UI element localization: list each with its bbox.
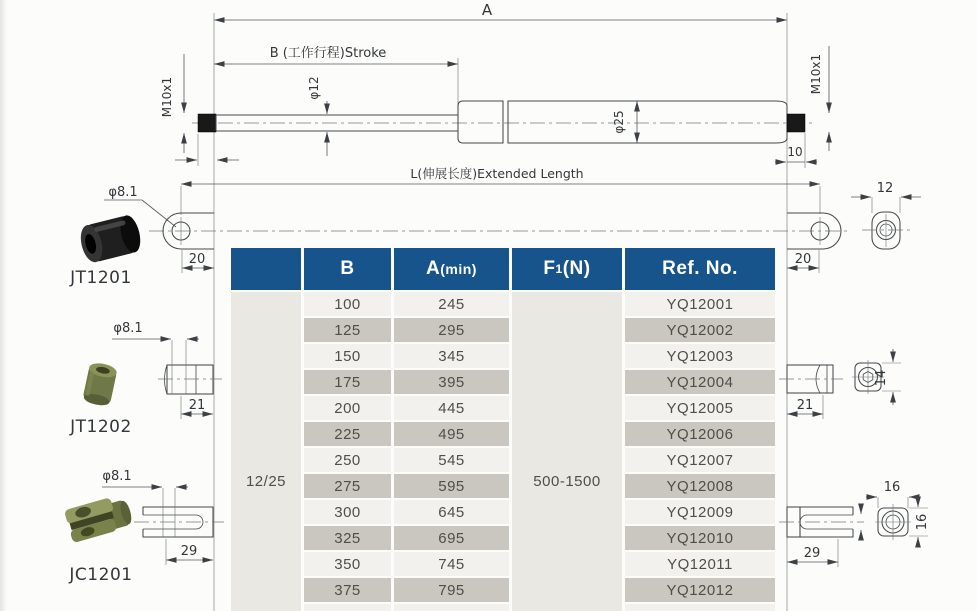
dim-extended-length — [181, 166, 820, 184]
b-value: 200 — [304, 396, 391, 420]
ref-value: YQ12009 — [625, 500, 775, 524]
force-range-cell: 500-1500 — [512, 292, 622, 611]
right-eyelet-width-label: 12 — [876, 181, 894, 196]
a-value: 545 — [394, 448, 509, 472]
b-value: 350 — [304, 552, 391, 576]
b-value: 375 — [304, 578, 391, 602]
left-eyelet-dim-label: 20 — [188, 252, 206, 267]
a-value: 345 — [394, 344, 509, 368]
a-value: 245 — [394, 292, 509, 316]
header-ref-no: Ref. No. — [625, 248, 775, 290]
a-value: 495 — [394, 422, 509, 446]
header-a-min: A (min) — [394, 248, 509, 290]
jt1201-label: JT1201 — [70, 268, 132, 288]
jc1201-photo — [64, 493, 134, 543]
ref-value: YQ12007 — [625, 448, 775, 472]
right-socket-length-label: 21 — [796, 398, 814, 413]
jt1202-side-view — [112, 321, 222, 419]
b-value: 325 — [304, 526, 391, 550]
jt1202-dim-label: 21 — [188, 398, 206, 413]
jt1201-photo — [77, 213, 143, 264]
header-b: B — [304, 248, 391, 290]
b-value: 175 — [304, 370, 391, 394]
right-socket-end-view — [852, 349, 901, 405]
b-value: 275 — [304, 474, 391, 498]
dim-thread-right — [775, 46, 829, 162]
b-value: 150 — [304, 344, 391, 368]
a-value: 745 — [394, 552, 509, 576]
jc1201-label: JC1201 — [69, 565, 133, 585]
right-clevis-width-label: 16 — [883, 480, 901, 495]
dim-a-label: A — [481, 1, 493, 19]
jt1202-label: JT1202 — [70, 417, 132, 437]
thread-length-label: 10 — [787, 145, 803, 159]
a-value: 295 — [394, 318, 509, 342]
jc1201-hole-label: φ8.1 — [102, 469, 132, 484]
b-value: 100 — [304, 292, 391, 316]
b-value: 225 — [304, 422, 391, 446]
dim-stroke — [214, 46, 458, 64]
cutoff-row — [625, 604, 775, 611]
right-socket-side-view — [779, 365, 843, 419]
right-eyelet-end-view — [851, 181, 921, 249]
ref-value: YQ12004 — [625, 370, 775, 394]
column-force — [512, 248, 622, 611]
header-force: F 1 (N) — [512, 248, 622, 290]
jt1202-hole-label: φ8.1 — [113, 321, 143, 336]
column-ref-no — [625, 248, 775, 611]
ref-value: YQ12005 — [625, 396, 775, 420]
ref-value: YQ12003 — [625, 344, 775, 368]
left-eyelet-hole-label: φ8.1 — [108, 185, 138, 200]
dim-rod-diameter — [307, 76, 327, 156]
rod-tube-cell: 12/25 — [231, 292, 301, 611]
extended-length-label: L(伸展长度)Extended Length — [410, 166, 584, 181]
a-value: 395 — [394, 370, 509, 394]
dim-thread-left — [160, 54, 239, 160]
a-value: 445 — [394, 396, 509, 420]
dim-overall-length — [214, 1, 787, 20]
right-clevis-end-view — [866, 480, 930, 547]
right-socket-height-label: 14 — [874, 369, 889, 387]
ref-value: YQ12010 — [625, 526, 775, 550]
jt1202-photo — [82, 361, 118, 407]
ref-value: YQ12002 — [625, 318, 775, 342]
a-value: 595 — [394, 474, 509, 498]
column-a-min — [394, 248, 509, 611]
column-rod-tube — [231, 248, 301, 611]
thread-left-label: M10x1 — [160, 76, 174, 118]
cutoff-row — [304, 604, 391, 611]
gas-spring-side-view — [192, 101, 814, 143]
a-value: 795 — [394, 578, 509, 602]
column-b — [304, 248, 391, 611]
right-clevis-height-label: 16 — [915, 513, 930, 531]
dim-b-label: B (工作行程)Stroke — [269, 46, 387, 61]
spec-table — [231, 248, 775, 611]
dim-rod-dia-label: φ12 — [307, 76, 321, 100]
jc1201-dim-label: 29 — [180, 544, 198, 559]
a-value: 695 — [394, 526, 509, 550]
right-clevis-length-label: 29 — [803, 546, 821, 561]
cutoff-row — [394, 604, 509, 611]
dim-tube-dia-label: φ25 — [612, 110, 626, 134]
dim-tube-diameter — [612, 101, 637, 143]
ref-value: YQ12006 — [625, 422, 775, 446]
right-eyelet-view — [787, 213, 841, 273]
b-value: 125 — [304, 318, 391, 342]
ref-value: YQ12011 — [625, 552, 775, 576]
ref-value: YQ12001 — [625, 292, 775, 316]
ref-value: YQ12012 — [625, 578, 775, 602]
right-eyelet-dim-label: 20 — [794, 252, 812, 267]
thread-right-label: M10x1 — [809, 53, 823, 95]
right-clevis-side-view — [779, 504, 864, 567]
b-value: 300 — [304, 500, 391, 524]
b-value: 250 — [304, 448, 391, 472]
ref-value: YQ12008 — [625, 474, 775, 498]
a-value: 645 — [394, 500, 509, 524]
header-rod-tube — [231, 248, 301, 290]
